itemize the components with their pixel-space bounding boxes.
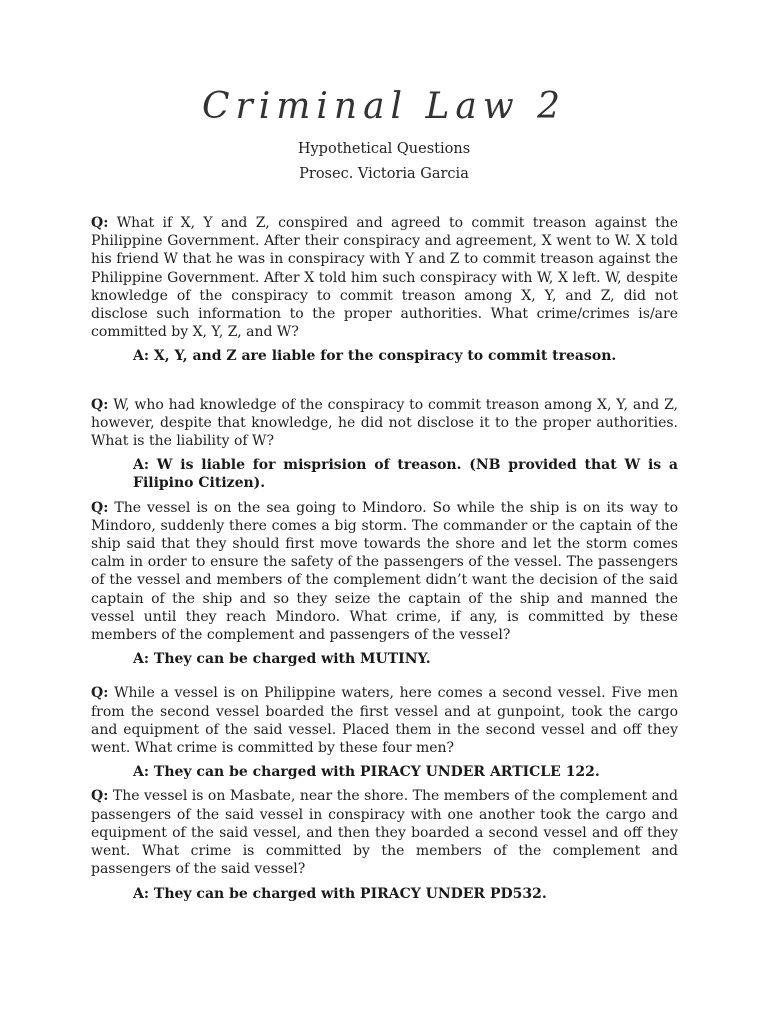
question-label: Q:: [91, 499, 109, 516]
question-text: The vessel is on the sea going to Mindoro. So while the ship is on its way to Mindoro, suddenly there comes a big storm. The commander or the captain of the ship said that they should first move towards the shore and let the storm comes calm in order to ensure the safety of the passengers of the vessel. The passengers of the vessel and members of the complement didn’t want the decision of the said captain of the ship and so they seize the captain of the ship and manned the vessel until they reach Mindoro. What crime, if any, is committed by these members of the complement and passengers of the vessel?: [91, 499, 679, 644]
question-text: W, who had knowledge of the conspiracy to commit treason among X, Y, and Z, however, despite that knowledge, he did not disclose it to the proper authorities. What is the liability of W?: [91, 396, 678, 450]
document-subtitle: Hypothetical Questions: [297, 141, 471, 157]
qa-item-1: [91, 214, 678, 366]
qa-item-4: [91, 684, 678, 781]
answer-1: A: X, Y, and Z are liable for the conspiracy to commit treason.: [133, 348, 617, 365]
question-text: What if X, Y and Z, conspired and agreed to commit treason against the Philippine Government. After their conspiracy and agreement, X went to W. X told his friend W that he was in conspiracy with Y and Z to commit treason against the Philippine Government. After X told him such conspiracy with W, X left. W, despite knowledge of the conspiracy to commit treason among X, Y, and Z, did not disclose such information to the proper authorities. What crime/crimes is/are committed by X, Y, Z, and W?: [91, 215, 679, 341]
question-3: [91, 499, 678, 645]
question-label: Q:: [91, 396, 109, 413]
answer-4: A: They can be charged with PIRACY UNDER ARTICLE 122.: [133, 764, 600, 781]
qa-item-5: [91, 787, 678, 902]
answer-5: A: They can be charged with PIRACY UNDER PD532.: [133, 885, 547, 902]
answer-3: A: They can be charged with MUTINY.: [133, 651, 431, 668]
document-title: Criminal Law 2: [201, 86, 567, 127]
question-4: [91, 684, 678, 757]
question-text: The vessel is on Masbate, near the shore. The members of the complement and passengers of the said vessel in conspiracy with one another took the cargo and equipment of the said vessel, and then they boarded a second vessel and off they went. What crime is committed by the members of the complement and passengers of the said vessel?: [91, 788, 678, 878]
answer-2: A: W is liable for misprision of treason. (NB provided that W is a Filipino Citizen).: [133, 457, 678, 492]
question-1: [91, 214, 678, 341]
question-label: Q:: [91, 685, 109, 702]
question-text: While a vessel is on Philippine waters, here comes a second vessel. Five men from the second vessel boarded the first vessel and at gunpoint, took the cargo and equipment of the said vessel. Placed them in the second vessel and off they went. What crime is committed by these four men?: [91, 685, 678, 757]
qa-item-2: [91, 396, 678, 493]
question-label: Q:: [91, 215, 109, 231]
question-label: Q:: [91, 788, 109, 805]
qa-list: [91, 214, 678, 903]
question-5: [91, 787, 678, 878]
document-author: Prosec. Victoria Garcia: [299, 166, 469, 182]
question-2: [91, 396, 678, 451]
qa-item-3: [91, 499, 678, 669]
